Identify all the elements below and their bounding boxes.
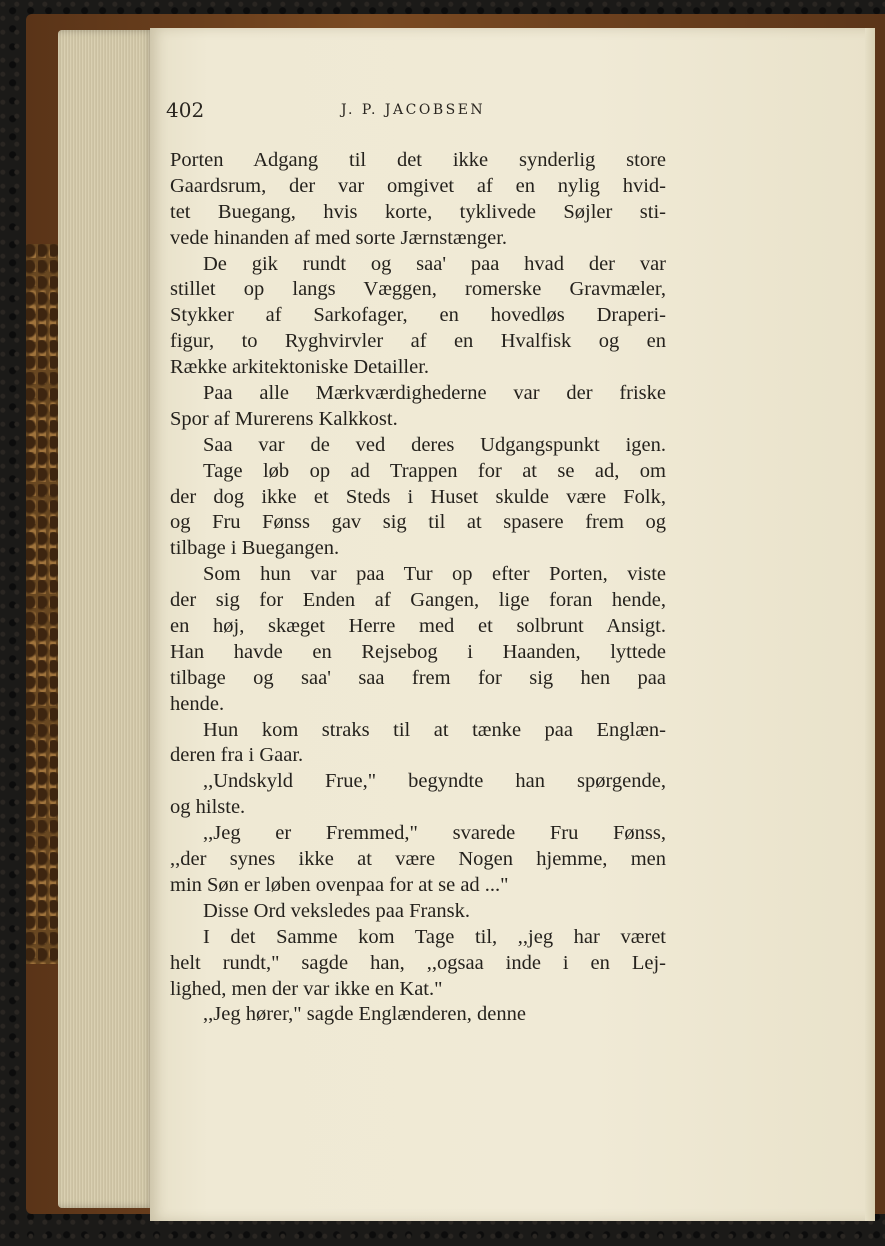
text-line: ,,Undskyld Frue," begyndte han spørgende, bbox=[203, 770, 666, 793]
cover-marbling bbox=[26, 244, 62, 964]
text-line: Saa var de ved deres Udgangspunkt igen. bbox=[203, 433, 666, 456]
text-line: en høj, skæget Herre med et solbrunt Ansigt. bbox=[170, 615, 666, 638]
text-line: der sig for Enden af Gangen, lige foran hende, bbox=[170, 589, 666, 612]
text-line: figur, to Ryghvirvler af en Hvalfisk og en bbox=[170, 330, 666, 353]
text-line: stillet op langs Væggen, romerske Gravmæler, bbox=[170, 278, 666, 301]
running-title: J. P. JACOBSEN bbox=[341, 102, 486, 118]
running-head bbox=[166, 96, 666, 126]
text-line: De gik rundt og saa' paa hvad der var bbox=[203, 252, 666, 275]
text-line: Tage løb op ad Trappen for at se ad, om bbox=[203, 459, 666, 482]
page-number: 402 bbox=[166, 98, 205, 122]
text-line: ,,der synes ikke at være Nogen hjemme, men bbox=[170, 848, 666, 871]
text-line: min Søn er løben ovenpaa for at se ad ..." bbox=[170, 873, 509, 896]
text-line: Porten Adgang til det ikke synderlig store bbox=[170, 149, 666, 171]
text-line: Disse Ord veksledes paa Fransk. bbox=[203, 899, 471, 922]
text-line: Stykker af Sarkofager, en hovedløs Draperi- bbox=[170, 304, 666, 327]
text-line: tilbage og saa' saa frem for sig hen paa bbox=[170, 666, 666, 689]
text-line: Gaardsrum, der var omgivet af en nylig hvid- bbox=[170, 174, 666, 197]
text-line: tilbage i Buegangen. bbox=[170, 537, 340, 560]
text-line: Han havde en Rejsebog i Haanden, lyttede bbox=[170, 640, 666, 663]
text-line: lighed, men der var ikke en Kat." bbox=[170, 977, 443, 1000]
body-text bbox=[170, 148, 666, 1028]
page-edges bbox=[58, 30, 154, 1208]
text-line: I det Samme kom Tage til, ,,jeg har været bbox=[203, 925, 666, 948]
text-line: ,,Jeg er Fremmed," svarede Fru Fønss, bbox=[203, 822, 666, 845]
text-line: Som hun var paa Tur op efter Porten, viste bbox=[203, 563, 666, 586]
text-line: helt rundt," sagde han, ,,ogsaa inde i en Lej- bbox=[170, 951, 666, 974]
text-line: hende. bbox=[170, 692, 225, 715]
text-line: Spor af Murerens Kalkkost. bbox=[170, 407, 398, 430]
text-line: vede hinanden af med sorte Jærnstænger. bbox=[170, 226, 508, 249]
text-line: og hilste. bbox=[170, 796, 246, 819]
text-line: Række arkitektoniske Detailler. bbox=[170, 356, 430, 379]
text-line: der dog ikke et Steds i Huset skulde være Folk, bbox=[170, 485, 666, 508]
text-line: tet Buegang, hvis korte, tyklivede Søjler sti- bbox=[170, 200, 666, 223]
text-line: Hun kom straks til at tænke paa Englæn- bbox=[203, 718, 666, 741]
text-line: og Fru Fønss gav sig til at spasere frem og bbox=[170, 511, 666, 534]
text-line: ,,Jeg hører," sagde Englænderen, denne bbox=[203, 1003, 526, 1026]
page-edge-right bbox=[865, 28, 875, 1221]
text-line: Paa alle Mærkværdighederne var der friske bbox=[203, 382, 666, 405]
text-line: deren fra i Gaar. bbox=[170, 744, 304, 767]
